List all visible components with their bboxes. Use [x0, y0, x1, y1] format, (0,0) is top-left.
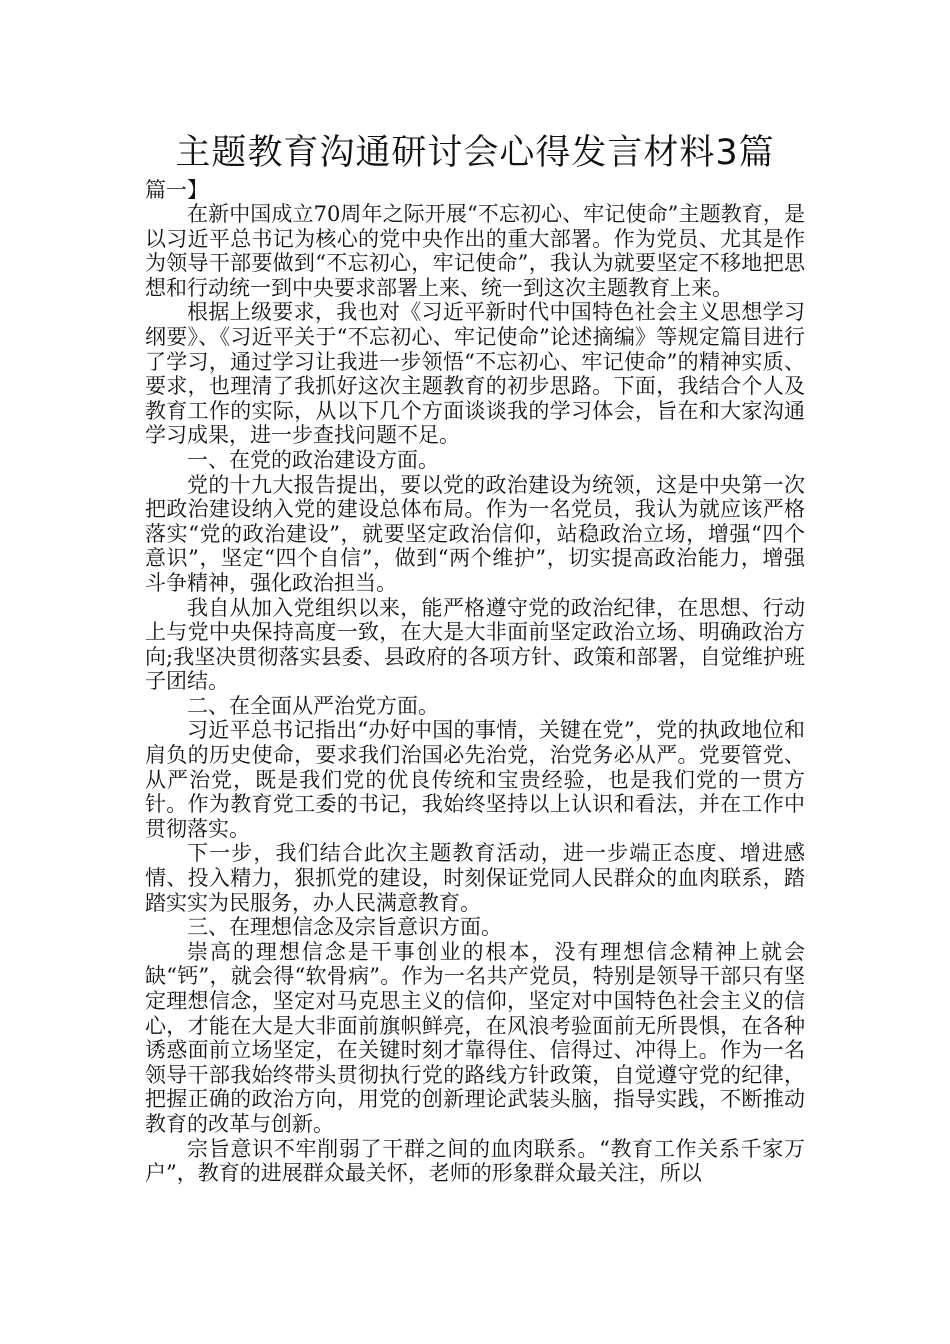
body-paragraph: 下一步，我们结合此次主题教育活动，进一步端正态度、增进感情、投入精力，狠抓党的建设，时刻保证党同人民群众的血肉联系，踏踏实实为民服务，办人民满意教育。: [145, 841, 805, 915]
body-paragraph: 党的十九大报告提出，要以党的政治建设为统领，这是中央第一次把政治建设纳入党的建设总体布局。作为一名党员，我认为就应该严格落实“党的政治建设”，就要坚定政治信仰，站稳政治立场，增强“四个意识”，坚定“四个自信”，做到“两个维护”，切实提高政治能力，增强斗争精神，强化政治担当。: [145, 472, 805, 595]
section-heading: 一、在党的政治建设方面。: [187, 447, 439, 472]
body-paragraph: 在新中国成立70周年之际开展“不忘初心、牢记使命”主题教育，是以习近平总书记为核心的党中央作出的重大部署。作为党员、尤其是作为领导干部要做到“不忘初心，牢记使命”，我认为就要坚定不移地把思想和行动统一到中央要求部署上来、统一到这次主题教育上来。: [145, 202, 805, 300]
section-heading: 二、在全面从严治党方面。: [187, 693, 439, 718]
document-page: [145, 128, 805, 1186]
body-paragraph: 我自从加入党组织以来，能严格遵守党的政治纪律，在思想、行动上与党中央保持高度一致，在大是大非面前坚定政治立场、明确政治方向;我坚决贯彻落实县委、县政府的各项方针、政策和部署，自觉维护班子团结。: [145, 595, 805, 694]
body-paragraph: 崇高的理想信念是干事创业的根本，没有理想信念精神上就会缺“钙”，就会得“软骨病”。作为一名共产党员，特别是领导干部只有坚定理想信念，坚定对马克思主义的信仰，坚定对中国特色社会主义的信心，才能在大是大非面前旗帜鲜亮，在风浪考验面前无所畏惧，在各种诱惑面前立场坚定，在关键时刻才靠得住、信得过、冲得上。作为一名领导干部我始终带头贯彻执行党的路线方针政策，自觉遵守党的纪律，把握正确的政治方向，用党的创新理论武装头脑，指导实践，不断推动教育的改革与创新。: [145, 939, 805, 1136]
document-body: [145, 202, 805, 1186]
section-heading: 三、在理想信念及宗旨意识方面。: [187, 915, 502, 940]
body-paragraph: 习近平总书记指出“办好中国的事情，关键在党”，党的执政地位和肩负的历史使命，要求我们治国必先治党，治党务必从严。党要管党、从严治党，既是我们党的优良传统和宝贵经验，也是我们党的一贯方针。作为教育党工委的书记，我始终坚持以上认识和看法，并在工作中贯彻落实。: [145, 718, 805, 841]
body-paragraph: 根据上级要求，我也对《习近平新时代中国特色社会主义思想学习纲要》、《习近平关于“不忘初心、牢记使命”论述摘编》等规定篇目进行了学习，通过学习让我进一步领悟“不忘初心、牢记使命”的精神实质、要求，也理清了我抓好这次主题教育的初步思路。下面，我结合个人及教育工作的实际，从以下几个方面谈谈我的学习体会，旨在和大家沟通学习成果，进一步查找问题不足。: [145, 300, 805, 448]
document-title: 主题教育沟通研讨会心得发言材料3篇: [175, 133, 775, 173]
body-paragraph: 宗旨意识不牢削弱了干群之间的血肉联系。“教育工作关系千家万户”，教育的进展群众最关怀，老师的形象群众最关注，所以: [145, 1136, 805, 1186]
section-label: 篇一】: [145, 178, 208, 202]
